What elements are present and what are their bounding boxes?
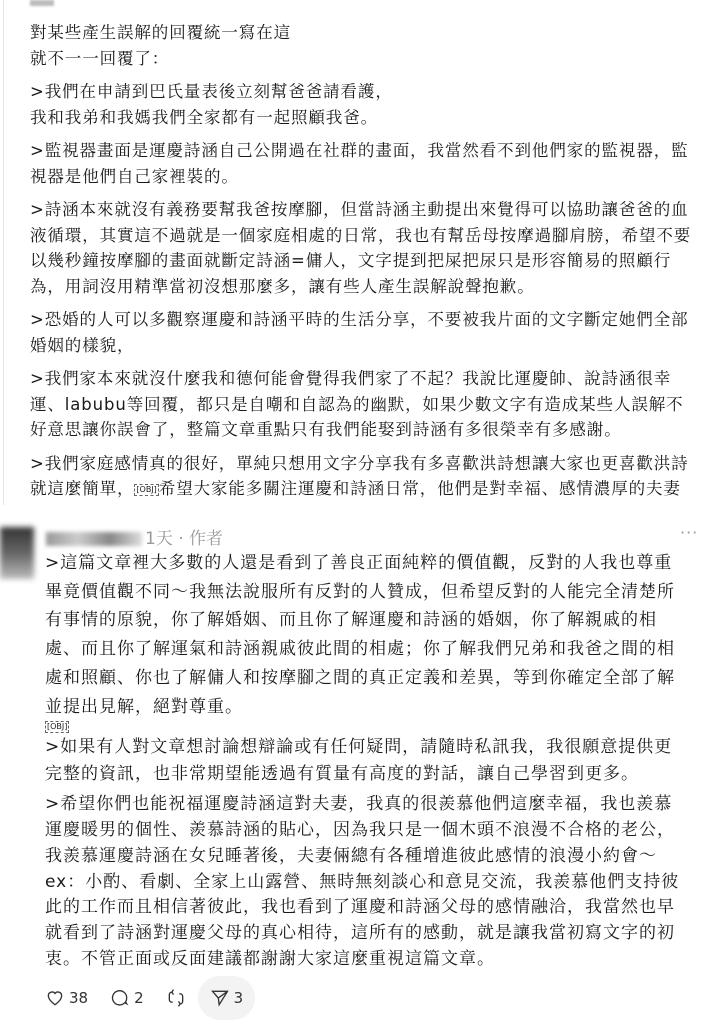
paragraph — [30, 138, 720, 189]
comment-button[interactable] — [110, 976, 144, 1020]
text-line: 並提出見解，絕對尊重。 — [45, 696, 243, 717]
like-button[interactable] — [45, 976, 88, 1020]
text-line: 以幾秒鐘按摩腳的畫面就斷定詩涵=傭人，文字提到把屎把尿只是形容簡易的照顧行 — [30, 251, 672, 270]
text-line: 液循環，其實這不過就是一個家庭相處的日常，我也有幫岳母按摩過腳肩膀，希望不要 — [30, 225, 692, 245]
paragraph — [45, 792, 715, 973]
share-count: 3 — [233, 989, 244, 1007]
action-bar — [45, 976, 277, 1020]
paragraph — [30, 79, 720, 130]
paragraph — [45, 549, 715, 721]
text-line: >我們家本來就沒什麼我和德何能會覺得我們家了不起？我說比運慶帥、說詩涵很幸 — [30, 369, 672, 388]
text-line: 為，用詞沒用精準當初沒想那麼多，讓有些人產生誤解說聲抱歉。 — [30, 276, 535, 296]
heart-icon — [45, 988, 65, 1008]
text-line: 衷。不管正面或反面建議都謝謝大家這麼重視這篇文章。 — [45, 949, 495, 969]
text-line: ex：小酌、看劇、全家上山露營、無時無刻談心和意見交流，我羨慕他們支持彼 — [45, 871, 680, 892]
more-options-button[interactable]: ··· — [680, 523, 699, 542]
text-line: 就這麼簡單， [OBJ] 希望大家能多關注運慶和詩涵日常，他們是對幸福、感情濃厚的夫妻 — [30, 479, 681, 498]
text-line: 完整的資訊，也非常期望能透過有質量有高度的對話，讓自己學習到更多。 — [45, 764, 639, 785]
blurred-avatar-top — [30, 0, 54, 6]
repost-icon — [166, 988, 186, 1008]
text-line: 對某些產生誤解的回覆統一寫在這 — [30, 23, 291, 42]
comment-count: 2 — [134, 989, 144, 1007]
post-body — [30, 20, 720, 510]
reply-body — [45, 549, 715, 973]
username-blurred[interactable] — [46, 532, 142, 546]
text-line: >監視器畫面是運慶詩涵自己公開過在社群的畫面，我當然看不到他們家的監視器，監 — [30, 141, 689, 160]
share-button[interactable] — [198, 976, 256, 1020]
paragraph — [30, 307, 720, 358]
text-line: >我們家庭感情真的很好，單純只想用文字分享我有多喜歡洪詩想讓大家也更喜歡洪詩 — [30, 453, 689, 473]
text-line: >我們在申請到巴氏量表後立刻幫爸爸請看護， — [30, 82, 393, 101]
paragraph — [30, 366, 720, 443]
text-line: 婚姻的樣貌， — [30, 335, 135, 355]
paragraph — [30, 197, 720, 299]
text-line: 我羨慕運慶詩涵在女兒睡著後，夫妻倆總有各種增進彼此感情的浪漫小約會～ — [45, 845, 657, 866]
send-icon — [210, 988, 230, 1008]
paragraph — [30, 451, 720, 502]
paragraph — [45, 734, 715, 788]
text-line: 此的工作而且相信著彼此，我也看到了運慶和詩涵父母的感情融洽，我當然也早 — [45, 897, 675, 918]
like-count: 38 — [69, 989, 89, 1007]
text-line: 處和照顧、你也了解傭人和按摩腳之間的真正定義和差異，等到你確定全部了解 — [45, 667, 675, 688]
text-line: 有事情的原貌，你了解婚姻、而且你了解運慶和詩涵的婚姻，你了解親戚的相 — [45, 610, 657, 631]
text-line: 畢竟價值觀不同～我無法說服所有反對的人贊成，但希望反對的人能完全清楚所 — [45, 581, 675, 602]
text-line: 就不一一回覆了： — [30, 48, 170, 68]
avatar[interactable] — [0, 527, 34, 579]
text-line: >詩涵本來就沒有義務要幫我爸按摩腳，但當詩涵主動提出來覺得可以協助讓爸爸的血 — [30, 200, 689, 219]
text-line: 我和我弟和我媽我們全家都有一起照顧我爸。 — [30, 107, 378, 127]
text-line: >希望你們也能祝福運慶詩涵這對夫妻，我真的很羨慕他們這麼幸福，我也羨慕 — [45, 794, 673, 815]
text-line: 就看到了詩涵對運慶父母的真心相待，這所有的感動，就是讓我當初寫文字的初 — [45, 923, 675, 944]
comment-bubble-icon — [110, 988, 130, 1008]
text-line: 視器是他們自己家裡裝的。 — [30, 166, 239, 186]
text-line: >恐婚的人可以多觀察運慶和詩涵平時的生活分享，不要被我片面的文字斷定她們全部 — [30, 310, 689, 329]
repost-button[interactable] — [166, 976, 186, 1020]
text-line: 運慶暖男的個性、羨慕詩涵的貼心，因為我只是一個木頭不浪漫不合格的老公， — [45, 820, 675, 841]
emoji-placeholder-icon: [OBJ] — [136, 484, 157, 494]
text-line — [45, 721, 715, 734]
emoji-placeholder-icon: [OBJ] — [47, 722, 68, 732]
thread-line — [3, 0, 4, 505]
text-line: >如果有人對文章想討論想辯論或有任何疑問，請隨時私訊我，我很願意提供更 — [45, 737, 673, 758]
text-line: 好意思讓你誤會了，整篇文章重點只有我們能娶到詩涵有多很榮幸有多感謝。 — [30, 420, 622, 439]
text-line: 運、labubu等回覆，都只是自嘲和自認為的幽默，如果少數文字有造成某些人誤解不 — [30, 394, 684, 414]
reply-meta: 1天 · 作者 — [145, 529, 224, 549]
paragraph — [45, 721, 715, 734]
text-line: >這篇文章裡大多數的人還是看到了善良正面純粹的價值觀，反對的人我也尊重 — [45, 553, 673, 573]
text-line: 處、而且你了解運氣和詩涵親戚彼此間的相處；你了解我們兄弟和我爸之間的相 — [45, 639, 675, 660]
paragraph — [30, 20, 720, 71]
